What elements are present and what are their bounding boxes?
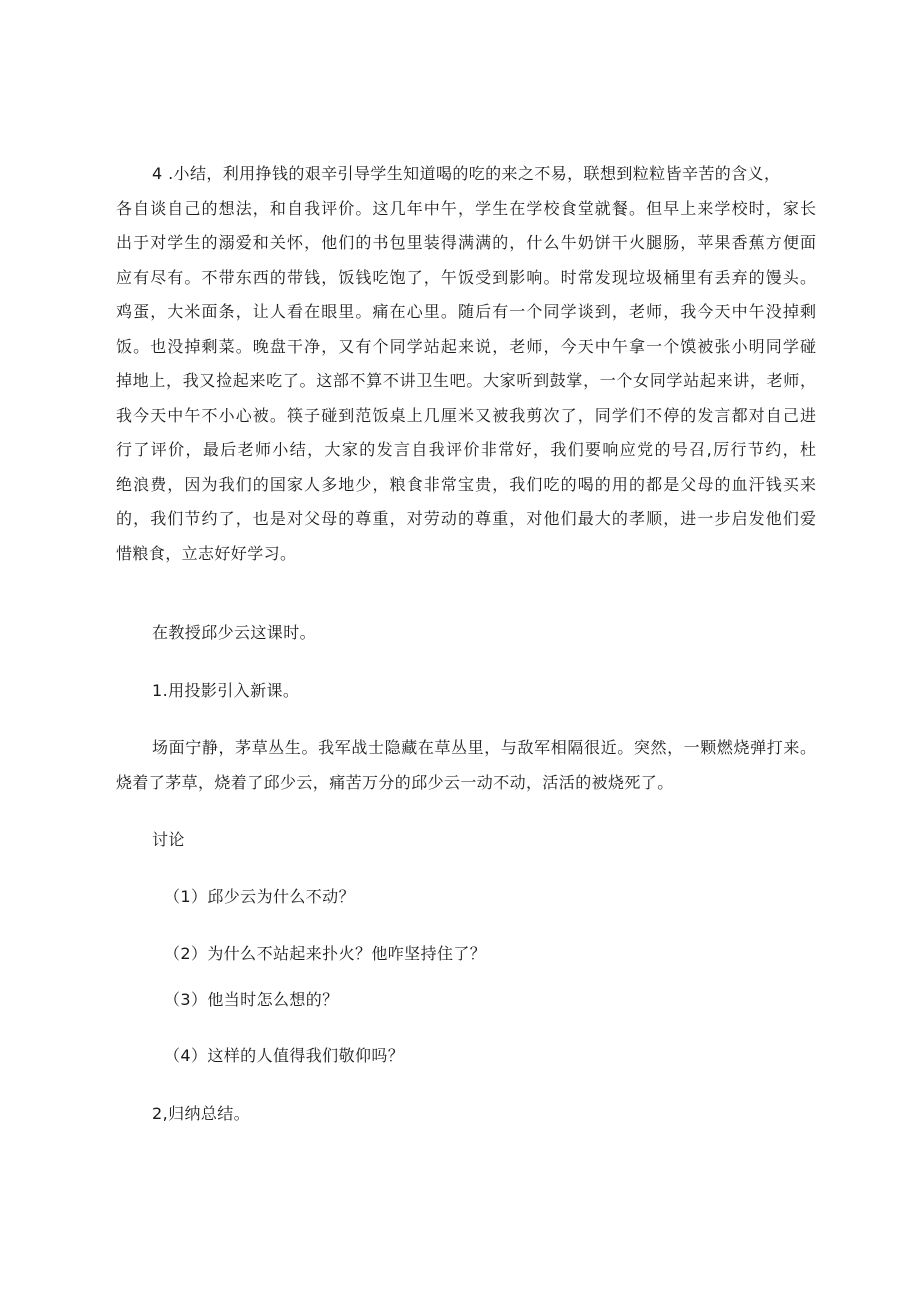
summary-line-1: 4 .小结，利用挣钱的艰辛引导学生知道喝的吃的来之不易，联想到粒粒皆辛苦的含义， xyxy=(152,164,781,183)
question-list-4 xyxy=(116,1039,816,1074)
summary-line-8: 我今天中午不小心被。筷子碰到范饭桌上几厘米又被我剪次了，同学们不停的发言都对自己进 xyxy=(116,405,816,425)
question-list-3 xyxy=(116,983,816,1018)
lesson-intro xyxy=(116,616,816,651)
lesson-intro-text: 在教授邱少云这课时。 xyxy=(152,623,317,642)
step-two-text: 2,归纳总结。 xyxy=(152,1104,251,1123)
question-4: （4）这样的人值得我们敬仰吗？ xyxy=(164,1046,405,1065)
summary-line-3: 出于对学生的溺爱和关怀，他们的书包里装得满满的，什么牛奶饼干火腿肠，苹果香蕉方便面 xyxy=(116,233,816,252)
summary-line-2: 各自谈自己的想法，和自我评价。这几年中午，学生在学校食堂就餐。但早上来学校时，家长 xyxy=(116,198,816,218)
question-list xyxy=(116,880,816,915)
step-one xyxy=(116,674,816,709)
discussion-heading xyxy=(116,823,816,858)
summary-paragraph xyxy=(116,157,816,571)
summary-line-9: 行了评价，最后老师小结，大家的发言自我评价非常好，我们要响应党的号召,厉行节约，杜 xyxy=(116,440,816,459)
scene-line-2: 烧着了茅草，烧着了邱少云，痛苦万分的邱少云一动不动，活活的被烧死了。 xyxy=(116,772,674,792)
question-1: （1）邱少云为什么不动？ xyxy=(164,887,355,906)
step-two xyxy=(116,1097,816,1132)
summary-line-5: 鸡蛋，大米面条，让人看在眼里。痛在心里。随后有一个同学谈到，老师，我今天中午没掉剩 xyxy=(116,302,816,321)
step-one-text: 1.用投影引入新课。 xyxy=(152,681,300,700)
summary-line-12: 惜粮食，立志好好学习。 xyxy=(116,543,297,563)
scene-paragraph xyxy=(116,731,816,800)
question-2: （2）为什么不站起来扑火？他咋坚持住了？ xyxy=(164,944,487,963)
summary-line-4: 应有尽有。不带东西的带钱，饭钱吃饱了，午饭受到影响。时常发现垃圾桶里有丢弃的馒头。 xyxy=(116,267,816,287)
question-list-2 xyxy=(116,937,816,972)
summary-line-7: 掉地上，我又捡起来吃了。这部不算不讲卫生吧。大家听到鼓掌，一个女同学站起来讲，老师， xyxy=(116,371,816,390)
question-3: （3）他当时怎么想的？ xyxy=(164,990,339,1009)
summary-line-11: 的，我们节约了，也是对父母的尊重，对劳动的尊重，对他们最大的孝顺，进一步启发他们爱 xyxy=(116,509,816,528)
summary-line-10: 绝浪费，因为我们的国家人多地少，粮食非常宝贵，我们吃的喝的用的都是父母的血汗钱买来 xyxy=(116,474,816,494)
scene-line-1: 场面宁静，茅草丛生。我军战士隐藏在草丛里，与敌军相隔很近。突然，一颗燃烧弹打来。 xyxy=(152,738,816,757)
discussion-heading-text: 讨论 xyxy=(152,830,185,849)
summary-line-6: 饭。也没掉剩菜。晚盘干净，又有个同学站起来说，老师，今天中午拿一个馍被张小明同学碰 xyxy=(116,336,816,356)
